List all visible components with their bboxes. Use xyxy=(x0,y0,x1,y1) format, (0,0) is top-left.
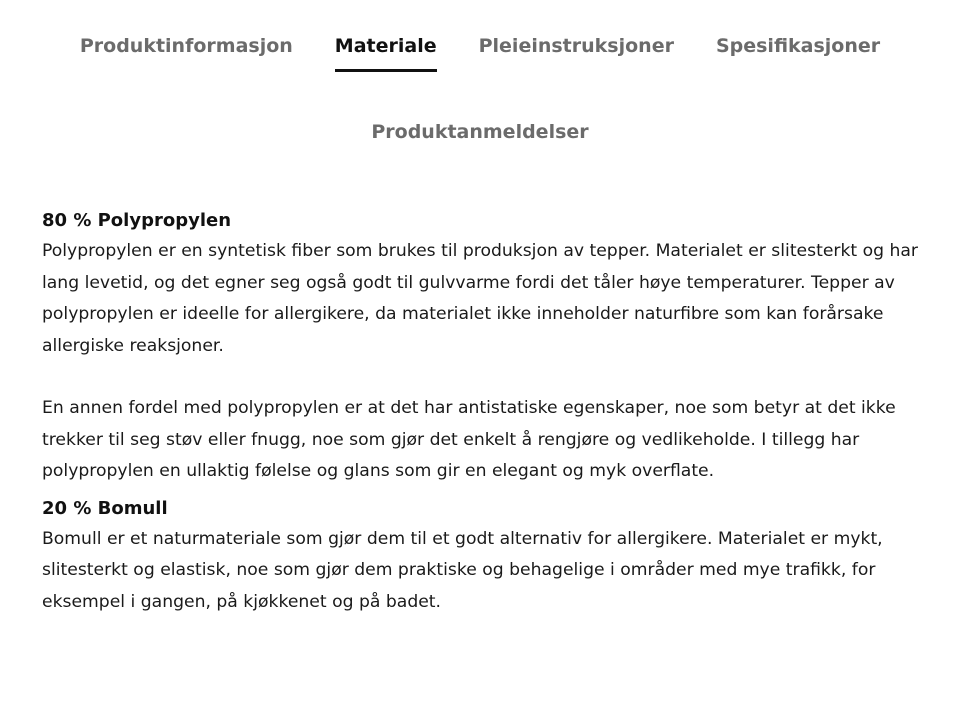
tab-produktanmeldelser[interactable]: Produktanmeldelser xyxy=(371,121,589,143)
tab-produktinformasjon[interactable]: Produktinformasjon xyxy=(79,35,293,57)
tab-pleieinstruksjoner[interactable]: Pleieinstruksjoner xyxy=(478,35,674,57)
tab-bar xyxy=(0,32,960,70)
material-section-bomull xyxy=(42,494,942,619)
material-paragraph: Polypropylen er en syntetisk fiber som brukes til produksjon av tepper. Materialet er slitesterkt og har lang levetid, og det egner seg også godt til gulvvarme fordi det tåler høye temperaturer. Tepper av polypropylen er ideelle for allergikere, da materialet ikke inneholder naturfibre som kan forårsake allergiske reaksjoner. xyxy=(42,241,918,356)
material-panel xyxy=(42,206,942,618)
material-paragraph: Bomull er et naturmateriale som gjør dem til et godt alternativ for allergikere. Materialet er mykt, slitesterkt og elastisk, noe som gjør dem praktiske og behagelige i områder med mye trafikk, for eksempel i gangen, på kjøkkenet og på badet. xyxy=(42,528,883,612)
paragraph-spacer xyxy=(42,362,942,393)
material-title: 80 % Polypropylen xyxy=(42,210,232,231)
tab-spesifikasjoner[interactable]: Spesifikasjoner xyxy=(715,35,881,57)
material-section-polypropylen xyxy=(42,206,942,488)
tab-bar-second-row xyxy=(0,118,960,156)
material-paragraph: En annen fordel med polypropylen er at det har antistatiske egenskaper, noe som betyr at det ikke trekker til seg støv eller fnugg, noe som gjør det enkelt å rengjøre og vedlikeholde. I tillegg har polypropylen en ullaktig følelse og glans som gir en elegant og myk overflate. xyxy=(42,398,896,481)
tab-materiale[interactable]: Materiale xyxy=(335,32,437,70)
material-title: 20 % Bomull xyxy=(42,497,168,519)
